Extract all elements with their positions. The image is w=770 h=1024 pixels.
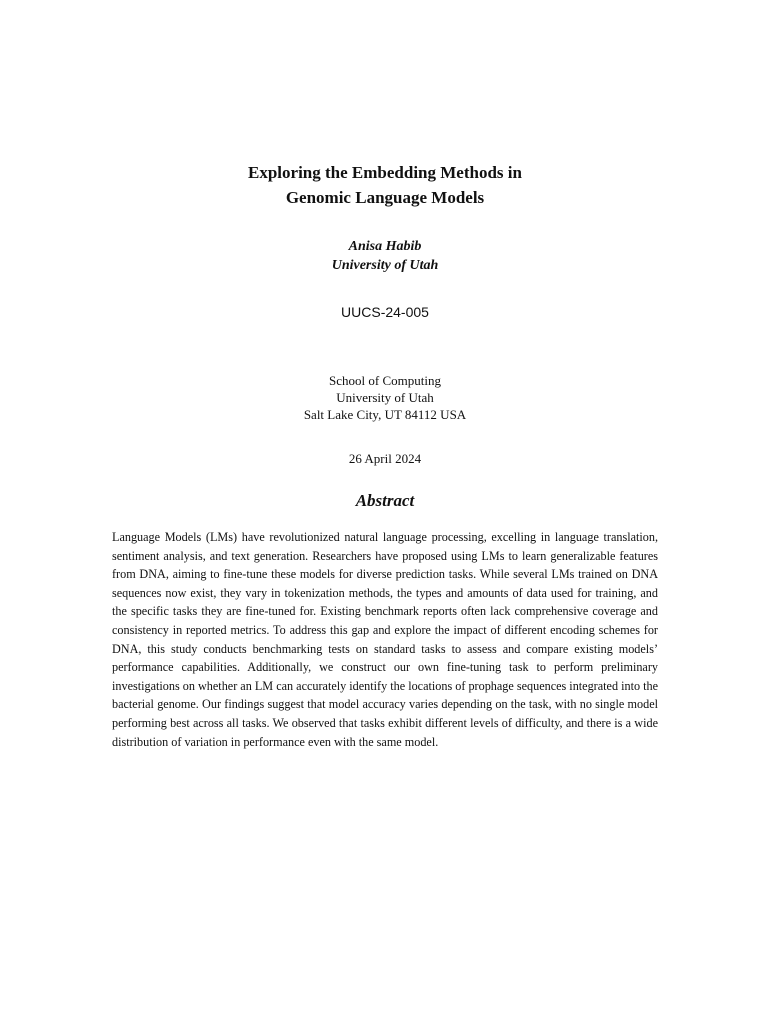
- author-block: [0, 237, 770, 275]
- publication-date: 26 April 2024: [348, 451, 422, 466]
- author-name: Anisa Habib: [348, 239, 422, 254]
- author-affiliation: University of Utah: [331, 258, 439, 273]
- abstract-body: Language Models (LMs) have revolutionized natural language processing, excelling in language translation, sentiment analysis, and text generation. Researchers have proposed using LMs to learn generalizable features from DNA, aiming to fine-tune these models for diverse prediction tasks. While several LMs trained on DNA sequences now exist, they vary in tokenization methods, the types and amounts of data used for training, and the specific tasks they are fine-tuned for. Existing benchmark reports often lack comprehensive coverage and consistency in reported metrics. To address this gap and explore the impact of different encoding schemes for DNA, this study conducts benchmarking tests on standard tasks to assess and compare existing models’ performance capabilities. Additionally, we construct our own fine-tuning task to perform preliminary investigations on whether an LM can accurately identify the locations of prophage sequences integrated into the bacterial genome. Our findings suggest that model accuracy varies depending on the task, with no single model performing best across all tasks. We observed that tasks exhibit different levels of difficulty, and there is a wide distribution of variation in performance even with the same model.: [112, 530, 658, 749]
- title-line-2: Genomic Language Models: [285, 188, 485, 207]
- paper-title: [0, 160, 770, 210]
- address-line-2: University of Utah: [336, 390, 434, 405]
- abstract-heading: Abstract: [355, 491, 415, 510]
- report-number: UUCS-24-005: [341, 304, 429, 320]
- institution-address: [0, 372, 770, 423]
- address-line-3: Salt Lake City, UT 84112 USA: [303, 407, 467, 422]
- title-line-1: Exploring the Embedding Methods in: [248, 163, 522, 182]
- address-line-1: School of Computing: [329, 373, 441, 388]
